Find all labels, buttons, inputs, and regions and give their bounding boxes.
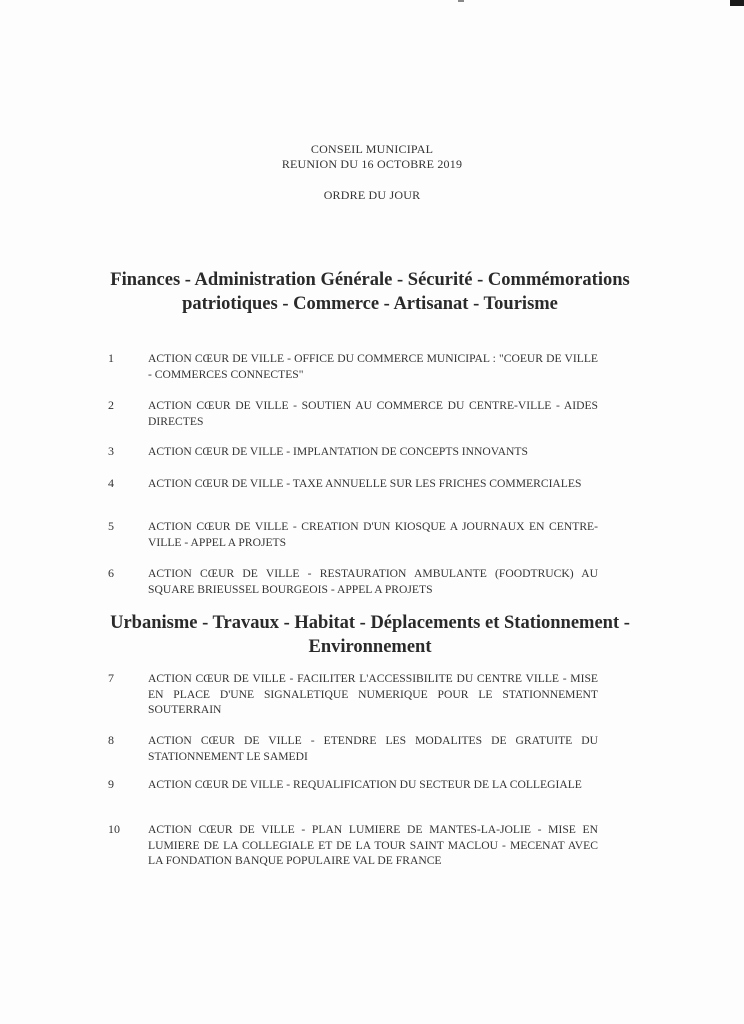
item-text: ACTION CŒUR DE VILLE - TAXE ANNUELLE SUR LES FRICHES COMMERCIALES xyxy=(148,477,582,490)
item-number: 7 xyxy=(108,671,114,685)
item-text: ACTION CŒUR DE VILLE - IMPLANTATION DE CONCEPTS INNOVANTS xyxy=(148,445,528,458)
item-text: ACTION CŒUR DE VILLE - RESTAURATION AMBULANTE (FOODTRUCK) AU SQUARE BRIEUSSEL BOURGEOIS - APPEL A PROJETS xyxy=(148,567,598,596)
item-text: ACTION CŒUR DE VILLE - PLAN LUMIERE DE MANTES-LA-JOLIE - MISE EN LUMIERE DE LA COLLEGIALE ET DE LA TOUR SAINT MACLOU - MECENAT AVEC LA FONDATION BANQUE POPULAIRE VAL DE FRANCE xyxy=(148,823,598,867)
agenda-title: ORDRE DU JOUR xyxy=(323,188,421,202)
item-text: ACTION CŒUR DE VILLE - REQUALIFICATION DU SECTEUR DE LA COLLEGIALE xyxy=(148,778,582,791)
council-title: CONSEIL MUNICIPAL xyxy=(310,142,434,156)
scan-mark xyxy=(458,0,464,2)
meeting-date: REUNION DU 16 OCTOBRE 2019 xyxy=(281,157,463,171)
item-number: 8 xyxy=(108,733,114,747)
section-title-finances: Finances - Administration Générale - Sécurité - Commémorations patriotiques - Commerce - Artisanat - Tourisme xyxy=(110,270,630,314)
item-number: 4 xyxy=(108,476,114,490)
item-number: 3 xyxy=(108,444,114,458)
item-text: ACTION CŒUR DE VILLE - CREATION D'UN KIOSQUE A JOURNAUX EN CENTRE-VILLE - APPEL A PROJETS xyxy=(148,520,598,549)
item-text: ACTION CŒUR DE VILLE - SOUTIEN AU COMMERCE DU CENTRE-VILLE - AIDES DIRECTES xyxy=(148,399,598,428)
item-number: 6 xyxy=(108,566,114,580)
item-number: 2 xyxy=(108,398,114,412)
section-title-urbanisme: Urbanisme - Travaux - Habitat - Déplacements et Stationnement - Environnement xyxy=(110,613,630,657)
item-text: ACTION CŒUR DE VILLE - FACILITER L'ACCESSIBILITE DU CENTRE VILLE - MISE EN PLACE D'UNE SIGNALETIQUE NUMERIQUE POUR LE STATIONNEMENT SOUTERRAIN xyxy=(148,672,598,716)
item-text: ACTION CŒUR DE VILLE - OFFICE DU COMMERCE MUNICIPAL : "COEUR DE VILLE - COMMERCES CONNECTES" xyxy=(148,352,598,381)
item-number: 1 xyxy=(108,351,114,365)
item-text: ACTION CŒUR DE VILLE - ETENDRE LES MODALITES DE GRATUITE DU STATIONNEMENT LE SAMEDI xyxy=(148,734,598,763)
item-number: 5 xyxy=(108,519,114,533)
item-number: 10 xyxy=(108,822,120,836)
item-number: 9 xyxy=(108,777,114,791)
scan-corner-mark xyxy=(730,0,744,6)
